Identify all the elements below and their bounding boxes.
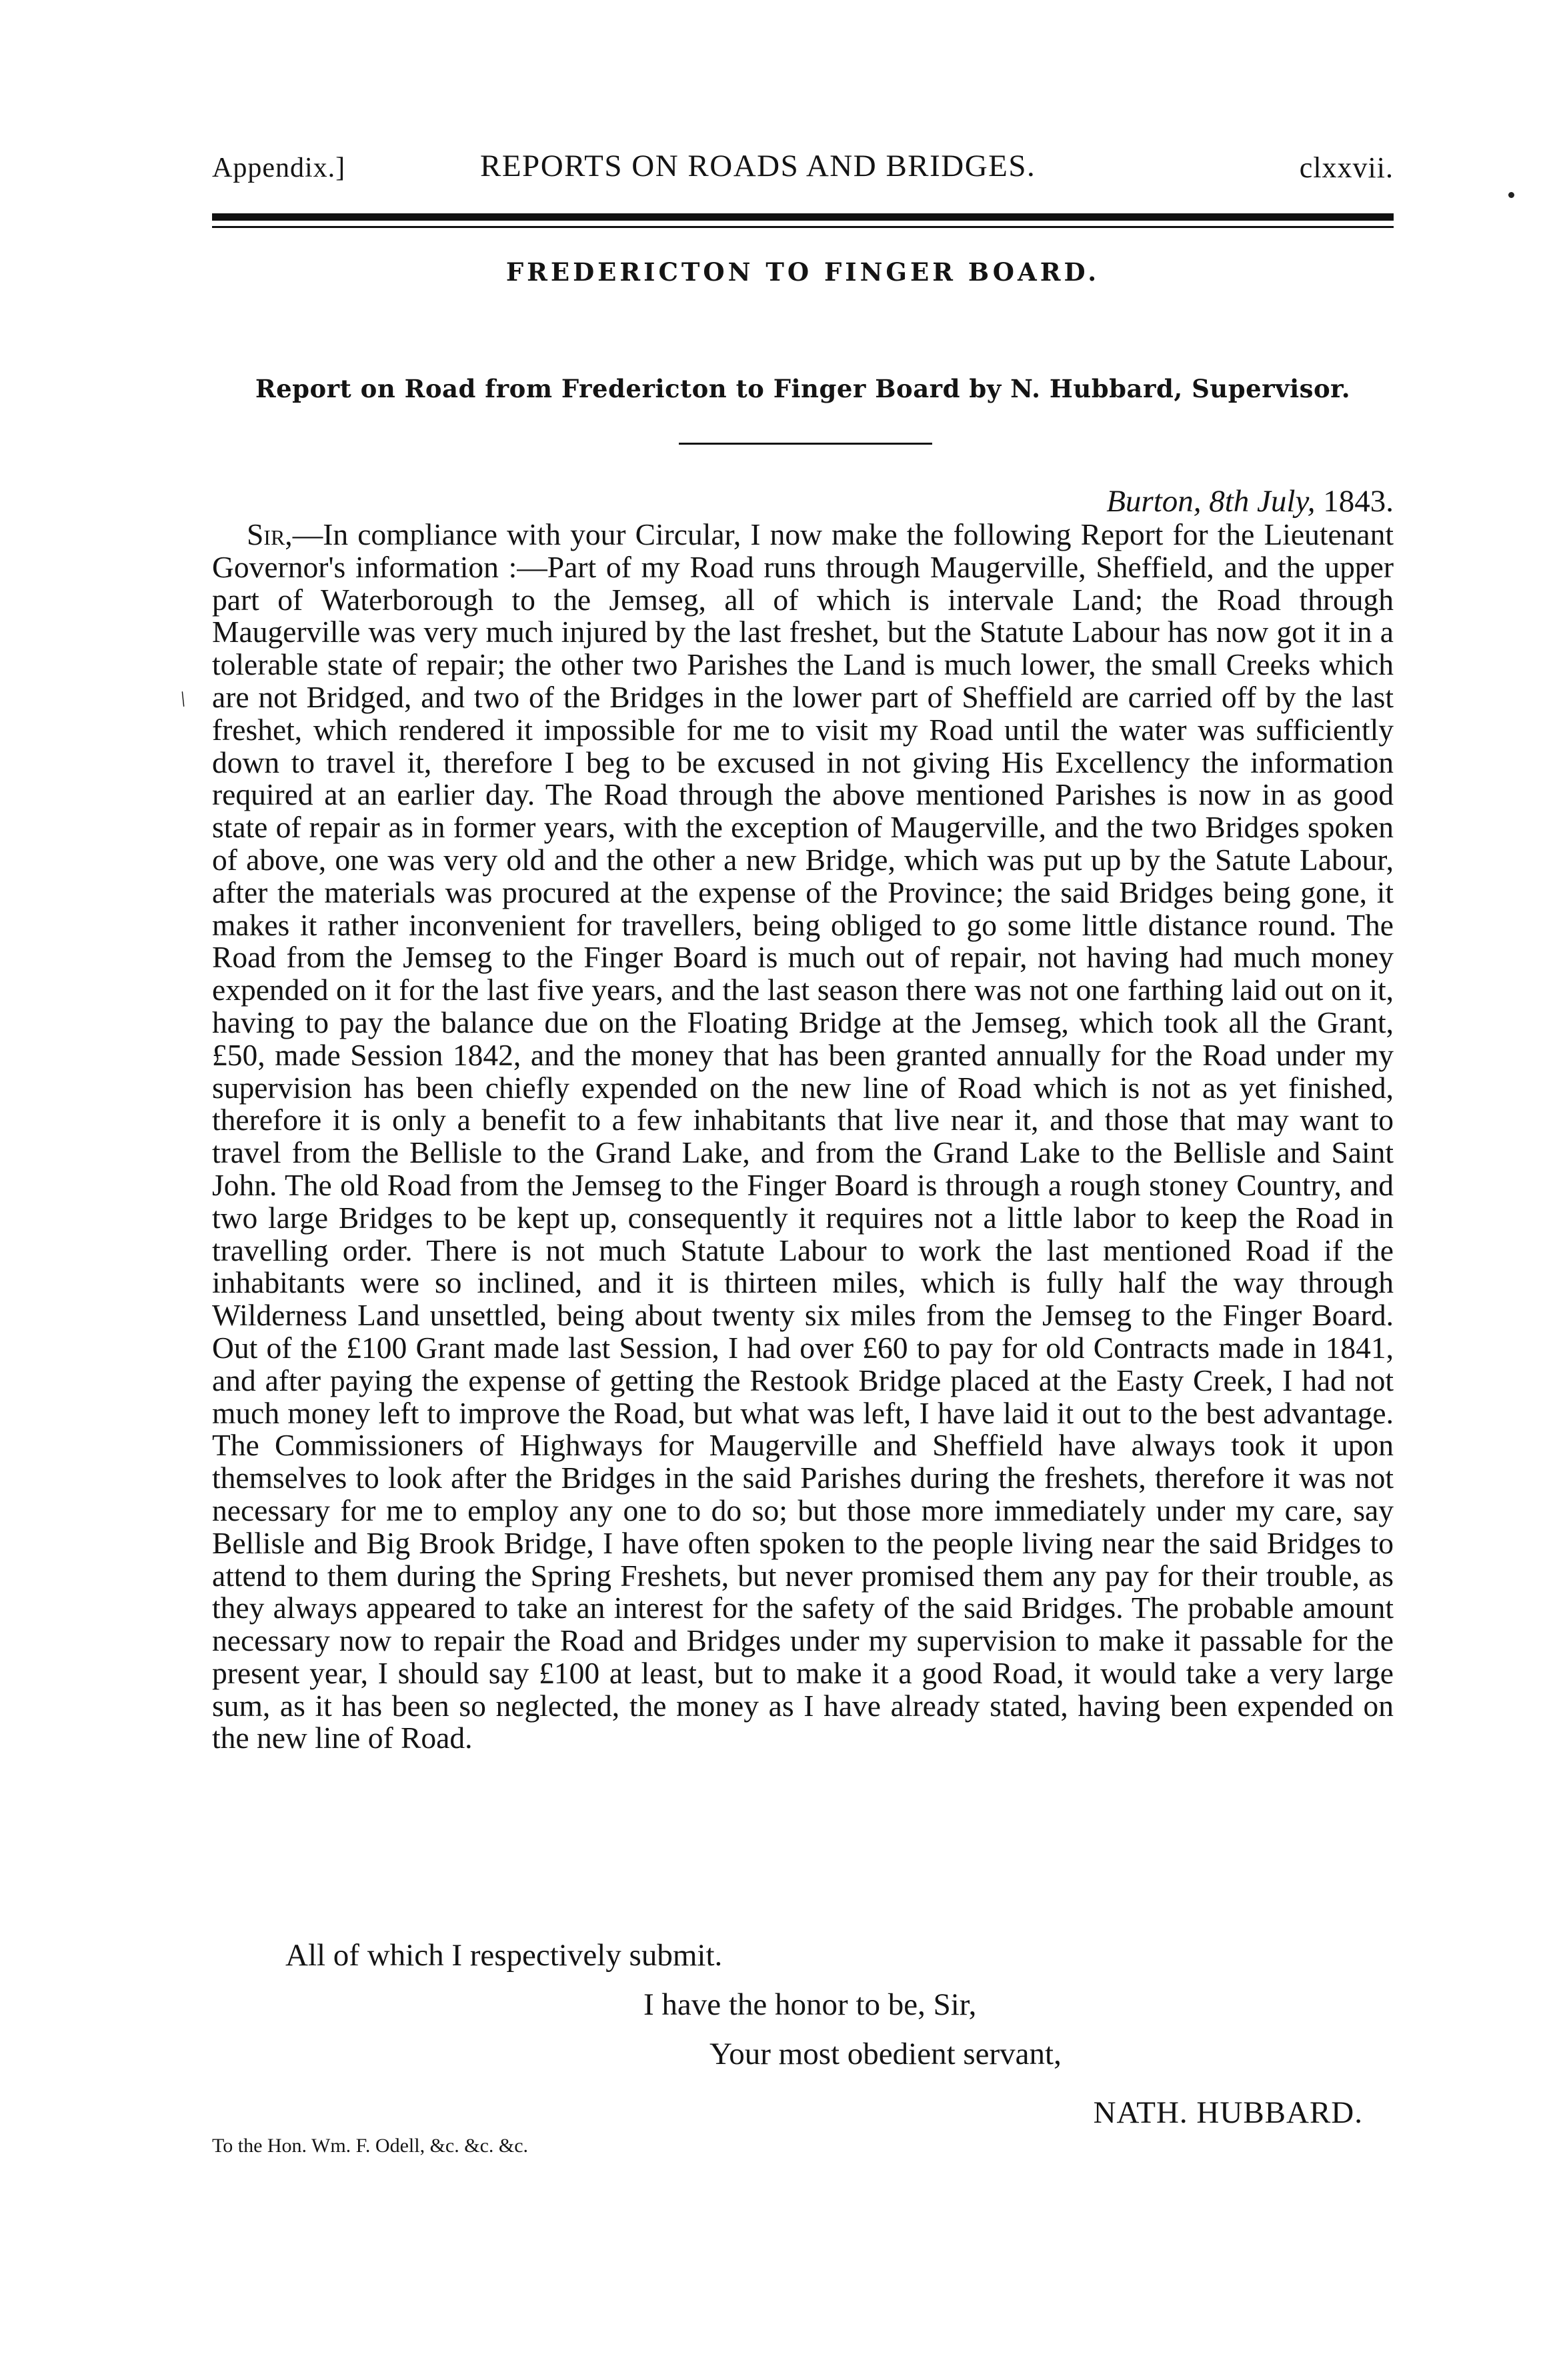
dateline-place: Burton, 8th July,: [1106, 484, 1316, 519]
appendix-label: Appendix.]: [212, 153, 346, 183]
running-title: REPORTS ON ROADS AND BRIDGES.: [480, 149, 1036, 183]
header-rule-thick: [212, 213, 1394, 221]
letter-body-text: —In compliance with your Circular, I now make the following Report for the Lieutenant Governor's information :—Part of my Road runs through Maugerville, Sheffield, and the upper part of Waterborough to the Jemseg, all of which is intervale Land; the Road through Maugerville was very much injured by the last freshet, but the Statute Labour has now got it in a tolerable state of repair; the other two Parishes the Land is much lower, the small Creeks which are not Bridged, and two of the Bridges in the lower part of Sheffield are carried off by the last freshet, which rendered it impossible for me to visit my Road until the water was sufficiently down to travel it, therefore I beg to be excused in not giving His Excellency the information required at an earlier day. The Road through the above mentioned Parishes is now in as good state of repair as in former years, with the exception of Maugerville, and the two Bridges spoken of above, one was very old and the other a new Bridge, which was put up by the Satute Labour, after the materials was procured at the expense of the Province; the said Bridges being gone, it makes it rather inconvenient for travellers, being obliged to go some little distance round. The Road from the Jemseg to the Finger Board is much out of repair, not having had much money expended on it for the last five years, and the last season there was not one farthing laid out on it, having to pay the balance due on the Floating Bridge at the Jemseg, which took all the Grant, £50, made Session 1842, and the money that has been granted annually for the Road under my supervision has been chiefly expended on the new line of Road which is not as yet finished, therefore it is only a benefit to a few inhabitants that live near it, and those that may want to travel from the Bellisle to the Grand Lake, and from the Grand Lake to the Bellisle and Saint John. The old Road from the Jemseg to the Finger Board is through a rough stoney Country, and two large Bridges to be kept up, consequently it requires not a little labor to keep the Road in travelling order. There is not much Statute Labour to work the last mentioned Road if the inhabitants were so inclined, and it is thirteen miles, which is fully half the way through Wilderness Land unsettled, being about twenty six miles from the Jemseg to the Finger Board. Out of the £100 Grant made last Session, I had over £60 to pay for old Contracts made in 1841, and after paying the expense of getting the Restook Bridge placed at the Easty Creek, I had not much money left to improve the Road, but what was left, I have laid it out to the best advantage. The Commissioners of Highways for Maugerville and Sheffield have always took it upon themselves to look after the Bridges in the said Parishes during the freshets, therefore it was not necessary for me to employ any one to do so; but those more immediately under my care, say Bellisle and Big Brook Bridge, I have often spoken to the people living near the said Bridges to attend to them during the Spring Freshets, but never promised them any pay for their trouble, as they always appeared to take an interest for the safety of the said Bridges. The probable amount necessary now to repair the Road and Bridges under my supervision to make it passable for the present year, I should say £100 at least, but to make it a good Road, it would take a very large sum, as it has been so neglected, the money as I have already stated, having been expended on the new line of Road.: [212, 517, 1394, 1755]
stray-dot-mark: [1508, 192, 1514, 198]
letter-body: [212, 519, 1394, 1755]
closing-submit: All of which I respectively submit.: [285, 1938, 723, 1973]
margin-tick-mark: /: [175, 686, 191, 711]
signature: NATH. HUBBARD.: [1093, 2095, 1363, 2130]
running-header: [212, 148, 1394, 201]
dateline-year: 1843.: [1323, 484, 1394, 519]
heading-divider: [679, 443, 932, 445]
closing-honor: I have the honor to be, Sir,: [643, 1987, 977, 2022]
report-heading: Report on Road from Fredericton to Finger Board by N. Hubbard, Supervisor.: [255, 374, 1351, 403]
addressee: To the Hon. Wm. F. Odell, &c. &c. &c.: [212, 2135, 529, 2157]
page-number: clxxvii.: [1299, 151, 1394, 184]
closing-servant: Your most obedient servant,: [709, 2037, 1062, 2071]
header-rule-thin: [212, 226, 1394, 228]
section-title: FREDERICTON TO FINGER BOARD.: [505, 257, 1100, 287]
salutation: Sir,: [247, 517, 293, 551]
dateline: [1106, 483, 1394, 519]
